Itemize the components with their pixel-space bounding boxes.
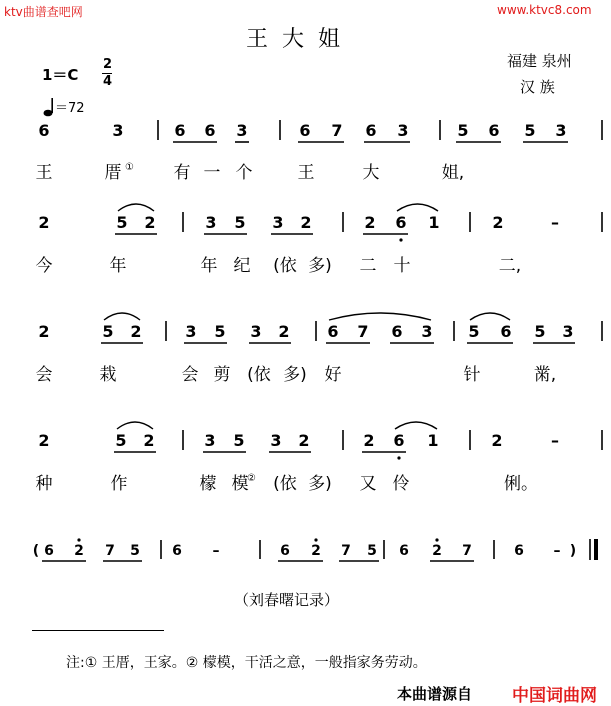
lyric: (依 [247, 365, 271, 385]
lyric: 种 [35, 474, 53, 494]
note: 5 [102, 322, 114, 341]
lyric: 会 [181, 365, 199, 385]
note: 6 [38, 121, 50, 140]
note: 3 [112, 121, 124, 140]
lyric: 二, [498, 256, 522, 276]
note: 3 [397, 121, 409, 140]
lyric: 今 [35, 256, 53, 276]
note: 5 [116, 213, 128, 232]
note: 2 [491, 431, 503, 450]
time-signature-denominator: 4 [103, 74, 113, 89]
interlude-note: 7 [341, 543, 351, 559]
footnote-marker: ② [247, 473, 256, 484]
lyric: (依 [273, 256, 297, 276]
note: 5 [457, 121, 469, 140]
lyric: 又 [359, 474, 377, 494]
note: 1 [427, 431, 439, 450]
slur [117, 422, 153, 429]
note: 3 [204, 431, 216, 450]
lyric: 二 [359, 256, 377, 276]
lyric: (依 [273, 474, 297, 494]
note: 3 [555, 121, 567, 140]
note: 2 [298, 431, 310, 450]
slur [329, 313, 431, 320]
note: 3 [250, 322, 262, 341]
note: 5 [534, 322, 546, 341]
note: 2 [130, 322, 142, 341]
lyric: 伶 [392, 474, 410, 494]
note: 2 [363, 431, 375, 450]
interlude-note: 2 [311, 543, 321, 559]
note: 3 [562, 322, 574, 341]
lyric: 年 [109, 256, 127, 276]
note: 3 [421, 322, 433, 341]
lyric: 檬 [199, 474, 217, 494]
interlude-note: 6 [280, 543, 290, 559]
note: 2 [278, 322, 290, 341]
lyric: 王 [35, 163, 53, 183]
note: 6 [365, 121, 377, 140]
note: 7 [331, 121, 343, 140]
lyric: 剪 [213, 365, 231, 385]
interlude-paren-close: ) [569, 543, 577, 559]
interlude-note: 6 [514, 543, 524, 559]
footnote: 注:① 王厝，王家。② 檬模，干活之意，一般指家务劳动。 [66, 655, 427, 671]
note: 5 [115, 431, 127, 450]
high-octave-dot [77, 538, 80, 541]
note: 2 [38, 213, 50, 232]
source-label: 本曲谱源自 [397, 685, 473, 703]
lyric: 多) [283, 365, 307, 385]
watermark-left: ktv曲谱查吧网 [4, 5, 83, 19]
interlude-note: – [212, 543, 220, 559]
lyric: 个 [235, 163, 253, 183]
song-title: 王大姐 [246, 27, 355, 52]
interlude-note: 2 [432, 543, 442, 559]
note: 6 [174, 121, 186, 140]
low-octave-dot [399, 238, 402, 241]
slur [470, 313, 510, 320]
note: 2 [364, 213, 376, 232]
final-barline-thick [594, 539, 598, 560]
source-site: 中国词曲网 [512, 686, 597, 706]
note: 2 [38, 322, 50, 341]
note: 6 [500, 322, 512, 341]
slur [104, 313, 140, 320]
note: 5 [468, 322, 480, 341]
interlude-note: 5 [367, 543, 377, 559]
interlude-note: 7 [462, 543, 472, 559]
high-octave-dot [314, 538, 317, 541]
note: 2 [144, 213, 156, 232]
note: 5 [524, 121, 536, 140]
interlude-paren-open: ( [32, 543, 40, 559]
lyric: 纪 [233, 256, 251, 276]
interlude-note: 2 [74, 543, 84, 559]
low-octave-dot [397, 456, 400, 459]
tempo-mark: ＝72 [55, 101, 85, 116]
lyric: 十 [393, 256, 411, 276]
note: – [551, 431, 559, 450]
note: 2 [38, 431, 50, 450]
lyric: 作 [110, 474, 128, 494]
origin-ethnicity: 汉 族 [520, 78, 555, 96]
lyric: 姐, [441, 163, 465, 183]
note: – [551, 213, 559, 232]
interlude-note: 6 [399, 543, 409, 559]
transcriber-credit: （刘春曙记录） [234, 591, 340, 609]
slur [118, 204, 154, 211]
interlude-note: 5 [130, 543, 140, 559]
note: 6 [395, 213, 407, 232]
lyric: 厝 [104, 163, 122, 183]
note: 3 [270, 431, 282, 450]
lyric: 针 [463, 365, 481, 385]
lyric: 好 [324, 365, 342, 385]
note: 2 [143, 431, 155, 450]
time-signature-numerator: 2 [103, 57, 113, 72]
note: 6 [391, 322, 403, 341]
note: 6 [204, 121, 216, 140]
key-signature: 1＝C [42, 66, 79, 84]
interlude-note: 6 [44, 543, 54, 559]
lyric: 多) [308, 474, 332, 494]
lyric: 会 [35, 365, 53, 385]
watermark-right: www.ktvc8.com [497, 3, 592, 17]
note: 5 [214, 322, 226, 341]
footnote-divider [32, 630, 164, 631]
lyric: 俐。 [504, 474, 538, 494]
footnote-marker: ① [125, 162, 134, 173]
lyric: 多) [308, 256, 332, 276]
lyric: 栽 [99, 365, 117, 385]
note: 6 [327, 322, 339, 341]
lyric: 王 [297, 163, 315, 183]
lyric: 一 [203, 163, 221, 183]
lyric: 模 [231, 474, 249, 494]
note: 3 [185, 322, 197, 341]
lyric: 黹, [533, 365, 557, 385]
note: 5 [233, 431, 245, 450]
lyric: 有 [173, 163, 191, 183]
note: 6 [393, 431, 405, 450]
slur [397, 204, 438, 211]
note: 3 [272, 213, 284, 232]
note: 7 [357, 322, 369, 341]
high-octave-dot [435, 538, 438, 541]
note: 6 [488, 121, 500, 140]
lyric: 年 [200, 256, 218, 276]
lyric: 大 [362, 163, 380, 183]
note: 2 [300, 213, 312, 232]
note: 5 [234, 213, 246, 232]
note: 3 [236, 121, 248, 140]
note: 2 [492, 213, 504, 232]
note: 6 [299, 121, 311, 140]
interlude-note: – [553, 543, 561, 559]
interlude-note: 6 [172, 543, 182, 559]
origin-region: 福建 泉州 [507, 52, 572, 70]
note: 3 [205, 213, 217, 232]
note: 1 [428, 213, 440, 232]
interlude-note: 7 [105, 543, 115, 559]
slur [395, 422, 437, 429]
